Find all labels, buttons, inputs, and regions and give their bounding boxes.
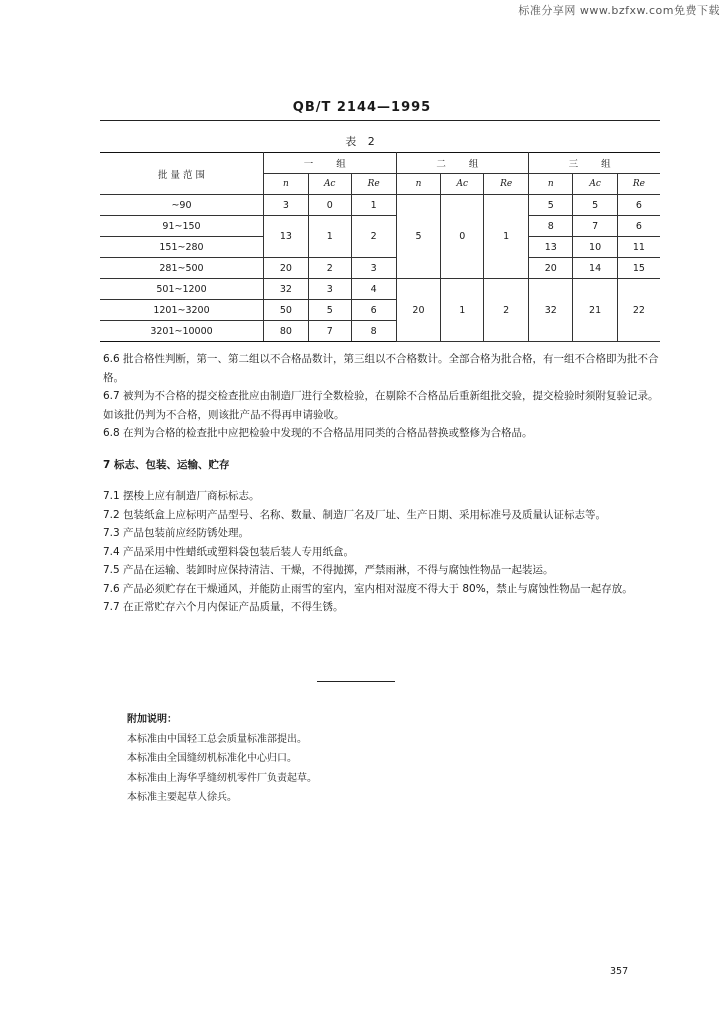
header-re: Re [617, 174, 660, 195]
cell-value: 21 [573, 279, 617, 342]
cell-value: 10 [573, 237, 617, 258]
cell-value: 0 [441, 195, 484, 279]
table-row [100, 279, 660, 300]
clause-6-8: 6.8 在判为合格的检查批中应把检验中发现的不合格品用同类的合格品替换或整修为合格品。 [103, 427, 533, 439]
cell-value: 3 [264, 195, 309, 216]
cell-value: 7 [573, 216, 617, 237]
section-divider [317, 681, 395, 682]
table-header-row [100, 153, 660, 174]
cell-value: 14 [573, 258, 617, 279]
appendix-line: 本标准由上海华孚缝纫机零件厂负责起草。 [127, 772, 317, 784]
cell-value: 3 [308, 279, 351, 300]
cell-value: 8 [351, 321, 396, 342]
page-number: 357 [610, 966, 629, 977]
table-row [100, 258, 660, 279]
clause-7-5: 7.5 产品在运输、装卸时应保持清洁、干燥，不得抛掷，严禁雨淋，不得与腐蚀性物品一起装运。 [103, 564, 554, 576]
cell-value: 1 [351, 195, 396, 216]
header-re: Re [484, 174, 529, 195]
clause-7-4: 7.4 产品采用中性蜡纸或塑料袋包装后装人专用纸盒。 [103, 545, 355, 558]
cell-range: 3201~10000 [100, 321, 264, 342]
cell-value: 50 [264, 300, 309, 321]
clause-7-2: 7.2 包装纸盒上应标明产品型号、名称、数量、制造厂名及厂址、生产日期、采用标准号及质量认证标志等。 [103, 508, 607, 521]
clause-7-6: 7.6 产品必须贮存在干燥通风，并能防止雨雪的室内，室内相对湿度不得大于 80%，禁止与腐蚀性物品一起存放。 [103, 582, 633, 595]
cell-value: 13 [264, 216, 309, 258]
clause-6-6: 6.6 批合格性判断，第一、第二组以不合格品数计，第三组以不合格数计。全部合格为批合格，有一组不合格即为批不合格。 [103, 353, 659, 384]
body-text [103, 350, 663, 617]
cell-range: 151~280 [100, 237, 264, 258]
cell-value: 5 [396, 195, 441, 279]
cell-value: 1 [441, 279, 484, 342]
cell-value: 3 [351, 258, 396, 279]
cell-value: 5 [529, 195, 573, 216]
header-ac: Ac [308, 174, 351, 195]
header-n: n [529, 174, 573, 195]
cell-value: 5 [573, 195, 617, 216]
cell-range: 1201~3200 [100, 300, 264, 321]
table-title: 表 2 [345, 135, 379, 148]
appendix-line: 本标准主要起草人徐兵。 [127, 792, 237, 803]
cell-value: 20 [396, 279, 441, 342]
cell-value: 6 [351, 300, 396, 321]
cell-value: 20 [529, 258, 573, 279]
cell-value: 6 [617, 195, 660, 216]
table-row [100, 195, 660, 216]
appendix-title: 附加说明： [127, 714, 177, 725]
cell-range: 501~1200 [100, 279, 264, 300]
header-group-3: 三 组 [529, 153, 660, 174]
cell-value: 2 [308, 258, 351, 279]
appendix-line: 本标准由中国轻工总会质量标准部提出。 [127, 733, 307, 745]
cell-value: 2 [351, 216, 396, 258]
cell-value: 80 [264, 321, 309, 342]
cell-value: 15 [617, 258, 660, 279]
clause-7-1: 7.1 摆梭上应有制造厂商标标志。 [103, 490, 260, 502]
cell-value: 11 [617, 237, 660, 258]
cell-value: 13 [529, 237, 573, 258]
clause-7-3: 7.3 产品包装前应经防锈处理。 [103, 527, 250, 539]
cell-value: 1 [308, 216, 351, 258]
cell-value: 4 [351, 279, 396, 300]
cell-value: 7 [308, 321, 351, 342]
appendix-line: 本标准由全国缝纫机标准化中心归口。 [127, 753, 297, 764]
cell-value: 2 [484, 279, 529, 342]
standard-code: QB/T 2144—1995 [292, 100, 432, 115]
clause-6-7: 6.7 被判为不合格的提交检查批应由制造厂进行全数检验，在剔除不合格品后重新组批交验，提交检验时须附复验记录。如该批仍判为不合格，则该批产品不得再申请验收。 [103, 390, 659, 421]
header-n: n [264, 174, 309, 195]
appendix [127, 710, 317, 808]
cell-value: 0 [308, 195, 351, 216]
cell-range: ~90 [100, 195, 264, 216]
header-ac: Ac [573, 174, 617, 195]
clause-7-7: 7.7 在正常贮存六个月内保证产品质量，不得生锈。 [103, 601, 344, 613]
cell-value: 32 [264, 279, 309, 300]
sampling-table [100, 152, 660, 342]
cell-value: 20 [264, 258, 309, 279]
table-row [100, 216, 660, 237]
cell-range: 281~500 [100, 258, 264, 279]
cell-value: 32 [529, 279, 573, 342]
header-group-1: 一 组 [264, 153, 397, 174]
cell-value: 1 [484, 195, 529, 279]
cell-range: 91~150 [100, 216, 264, 237]
header-range: 批 量 范 围 [100, 153, 264, 195]
header-ac: Ac [441, 174, 484, 195]
cell-value: 6 [617, 216, 660, 237]
cell-value: 8 [529, 216, 573, 237]
header-re: Re [351, 174, 396, 195]
header-rule [100, 120, 660, 121]
cell-value: 5 [308, 300, 351, 321]
header-group-2: 二 组 [396, 153, 529, 174]
section-7-heading: 7 标志、包装、运输、贮存 [103, 458, 230, 471]
header-n: n [396, 174, 441, 195]
watermark: 标准分享网 www.bzfxw.com免费下载 [518, 4, 720, 17]
cell-value: 22 [617, 279, 660, 342]
